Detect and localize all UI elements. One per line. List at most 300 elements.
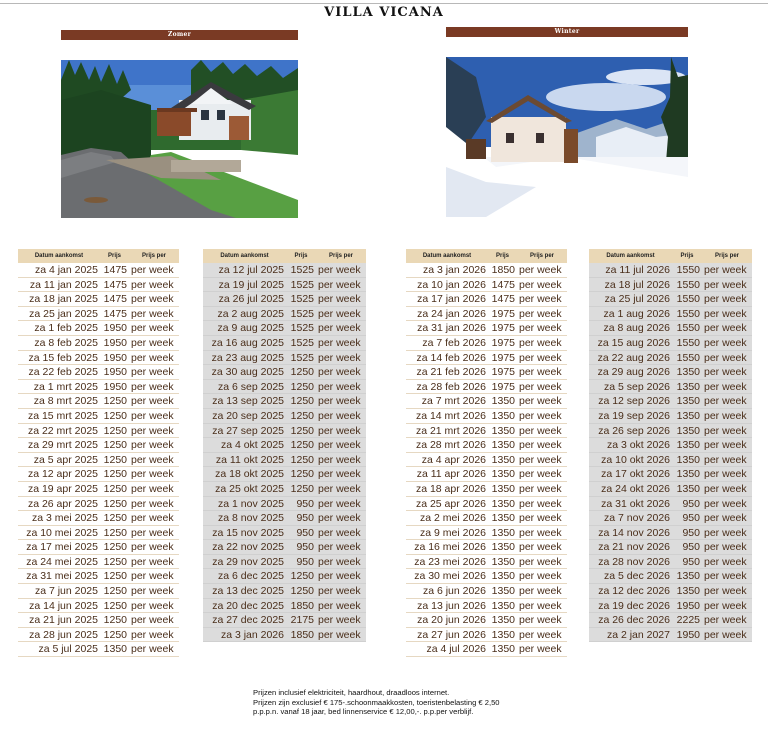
price: 1350 (676, 366, 700, 379)
price-unit: per week (131, 555, 174, 568)
table-row (406, 642, 567, 657)
price: 1250 (103, 468, 127, 481)
table-row (203, 394, 366, 409)
arrival-date: za 29 mrt 2025 (27, 439, 98, 452)
price-table-2 (203, 249, 366, 642)
price: 1250 (103, 585, 127, 598)
price-unit: per week (318, 424, 361, 437)
price-unit: per week (131, 351, 174, 364)
arrival-date: za 18 jan 2025 (29, 293, 98, 306)
table-row (589, 394, 752, 409)
price-unit: per week (519, 497, 562, 510)
table-row (589, 569, 752, 584)
price: 950 (296, 497, 314, 510)
table-row (18, 540, 179, 555)
table-row (589, 628, 752, 643)
table-row (406, 453, 567, 468)
arrival-date: za 8 feb 2025 (34, 336, 98, 349)
table-row (203, 438, 366, 453)
table-row (18, 613, 179, 628)
table-row (18, 409, 179, 424)
table-header (589, 249, 752, 263)
arrival-date: za 30 aug 2025 (211, 366, 284, 379)
table-row (589, 453, 752, 468)
price: 1975 (491, 336, 515, 349)
price: 1950 (103, 336, 127, 349)
price: 1475 (103, 293, 127, 306)
price-unit: per week (131, 468, 174, 481)
table-row (406, 278, 567, 293)
price: 1950 (103, 366, 127, 379)
arrival-date: za 31 okt 2026 (601, 497, 670, 510)
price-unit: per week (318, 555, 361, 568)
table-row (589, 467, 752, 482)
arrival-date: za 3 okt 2026 (606, 439, 670, 452)
price-unit: per week (704, 497, 747, 510)
price-unit: per week (318, 541, 361, 554)
arrival-date: za 18 apr 2026 (415, 482, 486, 495)
price-unit: per week (519, 570, 562, 583)
arrival-date: za 16 aug 2025 (211, 336, 284, 349)
arrival-date: za 20 sep 2025 (212, 409, 284, 422)
arrival-date: za 7 feb 2026 (422, 336, 486, 349)
table-row (406, 497, 567, 512)
arrival-date: za 27 jun 2026 (417, 628, 486, 641)
price: 1950 (676, 628, 700, 641)
price-unit: per week (131, 570, 174, 583)
table-row (589, 482, 752, 497)
price: 1475 (103, 307, 127, 320)
header-date: Datum aankomst (34, 253, 84, 259)
arrival-date: za 20 jun 2026 (417, 614, 486, 627)
arrival-date: za 19 apr 2025 (27, 482, 98, 495)
price: 1550 (676, 264, 700, 276)
arrival-date: za 30 mei 2026 (414, 570, 486, 583)
price: 1950 (103, 322, 127, 335)
price-unit: per week (131, 424, 174, 437)
arrival-date: za 17 mei 2025 (26, 541, 98, 554)
price-unit: per week (704, 366, 747, 379)
arrival-date: za 24 mei 2025 (26, 555, 98, 568)
header-price: Prijs (680, 253, 694, 259)
table-row (18, 497, 179, 512)
table-row (203, 584, 366, 599)
arrival-date: za 28 mrt 2026 (415, 439, 486, 452)
arrival-date: za 6 dec 2025 (218, 570, 284, 583)
price-unit: per week (131, 628, 174, 641)
table-row (18, 599, 179, 614)
arrival-date: za 26 sep 2026 (598, 424, 670, 437)
price: 950 (682, 526, 700, 539)
table-row (203, 613, 366, 628)
table-row (406, 336, 567, 351)
arrival-date: za 14 nov 2026 (598, 526, 670, 539)
table-row (203, 365, 366, 380)
price: 1350 (491, 482, 515, 495)
arrival-date: za 24 okt 2026 (601, 482, 670, 495)
table-row (18, 336, 179, 351)
price: 1250 (290, 424, 314, 437)
price-unit: per week (318, 351, 361, 364)
arrival-date: za 27 dec 2025 (212, 614, 284, 627)
table-row (203, 351, 366, 366)
arrival-date: za 27 sep 2025 (212, 424, 284, 437)
price: 1250 (290, 468, 314, 481)
winter-photo (446, 57, 688, 217)
arrival-date: za 13 jun 2026 (417, 599, 486, 612)
arrival-date: za 21 mrt 2026 (415, 424, 486, 437)
table-row (18, 569, 179, 584)
price-unit: per week (704, 307, 747, 320)
table-row (203, 540, 366, 555)
price: 1525 (290, 336, 314, 349)
arrival-date: za 4 jul 2026 (426, 643, 486, 656)
price-unit: per week (519, 409, 562, 422)
table-row (406, 321, 567, 336)
arrival-date: za 19 jul 2025 (218, 278, 284, 291)
arrival-date: za 3 jan 2026 (220, 628, 284, 641)
header-date: Datum aankomst (220, 253, 269, 259)
table-row (203, 336, 366, 351)
price: 1475 (491, 278, 515, 291)
winter-label: Winter (446, 27, 688, 37)
price-unit: per week (131, 497, 174, 510)
arrival-date: za 11 okt 2025 (215, 453, 284, 466)
table-row (18, 511, 179, 526)
arrival-date: za 18 jul 2026 (604, 278, 670, 291)
price: 1250 (103, 599, 127, 612)
price: 1250 (290, 409, 314, 422)
price: 1350 (491, 439, 515, 452)
arrival-date: za 22 aug 2026 (597, 351, 670, 364)
arrival-date: za 22 mrt 2025 (27, 424, 98, 437)
price: 1350 (103, 643, 127, 656)
price-table-3 (406, 249, 567, 657)
table-row (18, 482, 179, 497)
summer-photo (61, 60, 298, 218)
header-date: Datum aankomst (606, 253, 655, 259)
table-row (406, 482, 567, 497)
price: 1250 (103, 409, 127, 422)
price-unit: per week (519, 453, 562, 466)
table-row (406, 569, 567, 584)
arrival-date: za 20 dec 2025 (212, 599, 284, 612)
table-row (18, 394, 179, 409)
price-unit: per week (519, 643, 562, 656)
table-row (406, 628, 567, 643)
arrival-date: za 8 aug 2026 (603, 322, 670, 335)
price: 1350 (676, 409, 700, 422)
table-row (203, 555, 366, 570)
price-unit: per week (519, 293, 562, 306)
table-row (406, 409, 567, 424)
arrival-date: za 9 mei 2026 (420, 526, 486, 539)
table-row (589, 409, 752, 424)
price: 1350 (491, 497, 515, 510)
table-row (589, 599, 752, 614)
price: 2225 (676, 614, 700, 627)
arrival-date: za 11 jan 2025 (29, 278, 98, 291)
header-price: Prijs (294, 253, 308, 259)
header-date: Datum aankomst (422, 253, 472, 259)
header-per: Prijs per (141, 253, 166, 259)
price-table-4 (589, 249, 752, 642)
price: 1250 (290, 453, 314, 466)
price-unit: per week (131, 336, 174, 349)
price-unit: per week (131, 366, 174, 379)
arrival-date: za 2 mei 2026 (420, 512, 486, 525)
price-unit: per week (318, 366, 361, 379)
table-row (406, 365, 567, 380)
arrival-date: za 13 dec 2025 (212, 585, 284, 598)
price-unit: per week (131, 512, 174, 525)
price: 1975 (491, 366, 515, 379)
arrival-date: za 26 jul 2025 (218, 293, 284, 306)
table-row (589, 365, 752, 380)
table-row (589, 584, 752, 599)
page-title: VILLA VICANA (324, 5, 444, 20)
table-row (589, 292, 752, 307)
price: 1475 (491, 293, 515, 306)
arrival-date: za 21 nov 2026 (598, 541, 670, 554)
price-unit: per week (519, 395, 562, 408)
price: 950 (682, 541, 700, 554)
price: 1550 (676, 351, 700, 364)
price-unit: per week (519, 322, 562, 335)
table-row (589, 278, 752, 293)
price: 1250 (103, 395, 127, 408)
price-unit: per week (704, 264, 747, 276)
price-unit: per week (318, 512, 361, 525)
arrival-date: za 17 jan 2026 (417, 293, 486, 306)
price: 950 (296, 555, 314, 568)
table-row (203, 526, 366, 541)
arrival-date: za 5 jul 2025 (38, 643, 98, 656)
price: 1250 (290, 380, 314, 393)
note-line-2: Prijzen zijn exclusief € 175-.schoonmaakkosten, toeristenbelasting € 2,50 (253, 697, 500, 707)
price-unit: per week (519, 614, 562, 627)
arrival-date: za 28 feb 2026 (416, 380, 486, 393)
price: 1250 (103, 512, 127, 525)
price: 950 (296, 512, 314, 525)
price-unit: per week (318, 585, 361, 598)
price: 950 (682, 512, 700, 525)
price: 1525 (290, 278, 314, 291)
price-unit: per week (704, 278, 747, 291)
price-unit: per week (704, 599, 747, 612)
table-header (406, 249, 567, 263)
price: 950 (682, 555, 700, 568)
arrival-date: za 6 sep 2025 (218, 380, 284, 393)
arrival-date: za 10 mei 2025 (26, 526, 98, 539)
price: 1350 (676, 570, 700, 583)
price: 1475 (103, 264, 127, 276)
table-row (18, 424, 179, 439)
arrival-date: za 1 mrt 2025 (33, 380, 98, 393)
table-row (18, 365, 179, 380)
price: 1350 (491, 409, 515, 422)
price-unit: per week (704, 439, 747, 452)
price-unit: per week (318, 293, 361, 306)
arrival-date: za 3 jan 2026 (422, 264, 486, 276)
price-unit: per week (318, 468, 361, 481)
table-row (203, 453, 366, 468)
table-row (18, 526, 179, 541)
table-row (18, 642, 179, 657)
price: 1250 (103, 541, 127, 554)
price: 1550 (676, 322, 700, 335)
table-row (406, 540, 567, 555)
table-row (406, 380, 567, 395)
table-row (18, 278, 179, 293)
table-row (589, 555, 752, 570)
arrival-date: za 12 jul 2025 (218, 264, 284, 276)
price: 1525 (290, 264, 314, 276)
price: 1550 (676, 307, 700, 320)
price-unit: per week (318, 570, 361, 583)
price: 1250 (103, 614, 127, 627)
table-row (18, 263, 179, 278)
table-row (203, 380, 366, 395)
price-unit: per week (318, 322, 361, 335)
price: 1250 (103, 453, 127, 466)
price: 1950 (676, 599, 700, 612)
price: 1350 (491, 599, 515, 612)
price: 1350 (491, 453, 515, 466)
price-unit: per week (519, 278, 562, 291)
price-unit: per week (519, 512, 562, 525)
arrival-date: za 1 aug 2026 (603, 307, 670, 320)
arrival-date: za 22 feb 2025 (28, 366, 98, 379)
table-row (406, 555, 567, 570)
table-row (18, 555, 179, 570)
price-unit: per week (519, 424, 562, 437)
price: 1350 (676, 380, 700, 393)
table-row (203, 307, 366, 322)
table-row (406, 526, 567, 541)
arrival-date: za 1 feb 2025 (34, 322, 98, 335)
price-unit: per week (519, 526, 562, 539)
table-row (406, 584, 567, 599)
arrival-date: za 12 dec 2026 (598, 585, 670, 598)
price: 1350 (491, 512, 515, 525)
arrival-date: za 23 mei 2026 (414, 555, 486, 568)
price: 950 (682, 497, 700, 510)
price-unit: per week (704, 424, 747, 437)
arrival-date: za 19 dec 2026 (598, 599, 670, 612)
table-row (406, 467, 567, 482)
price: 1250 (103, 482, 127, 495)
price-unit: per week (704, 585, 747, 598)
header-per: Prijs per (529, 253, 554, 259)
price-unit: per week (318, 526, 361, 539)
table-row (589, 263, 752, 278)
header-price: Prijs (495, 253, 509, 259)
arrival-date: za 2 jan 2027 (606, 628, 670, 641)
price-unit: per week (131, 380, 174, 393)
price: 1250 (290, 395, 314, 408)
price-unit: per week (131, 541, 174, 554)
price: 1525 (290, 351, 314, 364)
table-row (203, 321, 366, 336)
price-unit: per week (318, 439, 361, 452)
price-unit: per week (519, 585, 562, 598)
arrival-date: za 10 okt 2026 (601, 453, 670, 466)
arrival-date: za 4 okt 2025 (220, 439, 284, 452)
price: 1525 (290, 293, 314, 306)
arrival-date: za 25 jul 2026 (604, 293, 670, 306)
price: 1475 (103, 278, 127, 291)
price: 1975 (491, 307, 515, 320)
price-unit: per week (519, 307, 562, 320)
table-row (589, 321, 752, 336)
price-unit: per week (318, 482, 361, 495)
arrival-date: za 8 mrt 2025 (33, 395, 98, 408)
price: 1350 (491, 526, 515, 539)
table-row (18, 307, 179, 322)
arrival-date: za 26 apr 2025 (27, 497, 98, 510)
price: 1950 (103, 380, 127, 393)
price: 1550 (676, 336, 700, 349)
price-unit: per week (131, 526, 174, 539)
price: 1250 (290, 482, 314, 495)
price: 2175 (290, 614, 314, 627)
arrival-date: za 28 nov 2026 (598, 555, 670, 568)
price-unit: per week (318, 278, 361, 291)
table-row (203, 263, 366, 278)
arrival-date: za 6 jun 2026 (422, 585, 486, 598)
price: 1350 (676, 453, 700, 466)
table-row (589, 424, 752, 439)
arrival-date: za 15 mrt 2025 (27, 409, 98, 422)
price: 1350 (491, 424, 515, 437)
table-row (18, 380, 179, 395)
price-unit: per week (704, 322, 747, 335)
price: 1250 (103, 555, 127, 568)
price-unit: per week (704, 555, 747, 568)
table-row (589, 613, 752, 628)
arrival-date: za 15 feb 2025 (28, 351, 98, 364)
table-row (203, 292, 366, 307)
arrival-date: za 9 aug 2025 (217, 322, 284, 335)
note-line-1: Prijzen inclusief elektriciteit, haardhout, draadloos internet. (253, 688, 450, 697)
arrival-date: za 13 sep 2025 (212, 395, 284, 408)
price-unit: per week (318, 599, 361, 612)
price: 1350 (491, 468, 515, 481)
table-row (203, 467, 366, 482)
arrival-date: za 5 apr 2025 (33, 453, 98, 466)
price-unit: per week (318, 497, 361, 510)
table-header (203, 249, 366, 263)
price-unit: per week (519, 366, 562, 379)
price: 1850 (491, 264, 515, 276)
price-unit: per week (704, 395, 747, 408)
arrival-date: za 10 jan 2026 (417, 278, 486, 291)
price: 1250 (103, 526, 127, 539)
table-row (203, 424, 366, 439)
price: 1525 (290, 307, 314, 320)
price-unit: per week (704, 380, 747, 393)
price: 1350 (676, 482, 700, 495)
price-unit: per week (704, 336, 747, 349)
top-rule (0, 3, 768, 4)
arrival-date: za 8 nov 2025 (218, 512, 284, 525)
table-row (203, 482, 366, 497)
price: 1350 (676, 585, 700, 598)
price: 1350 (491, 643, 515, 656)
price: 1350 (491, 555, 515, 568)
price-unit: per week (131, 643, 174, 656)
